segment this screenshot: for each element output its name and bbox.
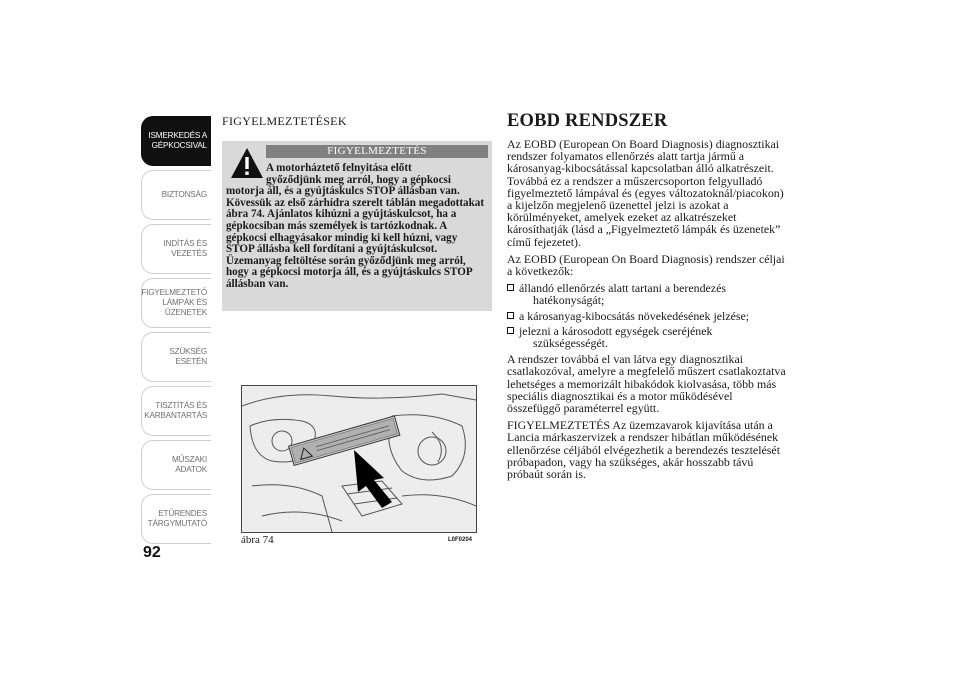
warning-box [222, 141, 492, 311]
tab-ismerkedes[interactable] [141, 116, 211, 166]
list-item: a károsanyag-kibocsátás növekedésének jelzése; [507, 310, 787, 322]
tab-label: ISMERKEDÉS A GÉPKOCSIVAL [148, 131, 207, 150]
tab-label: MŰSZAKI ADATOK [172, 455, 207, 474]
warning-line-1: A motorháztető felnyitása előtt [266, 162, 412, 174]
figure-code: L0F0204 [448, 537, 473, 543]
tab-label: INDÍTÁS ÉS VEZETÉS [163, 239, 207, 258]
engine-bay-figure [241, 385, 477, 533]
tab-label: FIGYELMEZTETŐ LÁMPÁK ÉS ÜZENETEK [141, 288, 207, 317]
tab-targymutato[interactable] [141, 494, 211, 544]
goal-list [507, 282, 787, 349]
figure-caption: ábra 74 [241, 534, 274, 546]
warning-text [226, 163, 488, 291]
warning-body: motorja áll, és a gyújtáskulcs STOP állásban van. Kövessük az első zárhídra szerelt táblán megadottakat ábra 74. Ajánlatos kihúzni a gyújtáskulcsot, ha a gépkocsiban más személyek is tartózkodnak. A gépkocsi elhagyásakor mindig ki kell húzni, vagy STOP állásba kell fordítani a gyújtáskulcsot. Üzemanyag feltöltése során győződjünk meg arról, hogy a gépkocsi motorja áll, és a gyújtáskulcs STOP állásban van. [226, 185, 485, 290]
tab-szukseg[interactable] [141, 332, 211, 382]
tab-label: BIZTONSÁG [161, 190, 207, 199]
checkbox-bullet-icon [507, 327, 514, 334]
section-title: EOBD RENDSZER [507, 111, 668, 131]
warning-line-2: győződjünk meg arról, hogy a gépkocsi [266, 173, 451, 186]
page-number: 92 [143, 544, 161, 561]
tab-inditas[interactable] [141, 224, 211, 274]
tab-label: SZÜKSÉG ESETÉN [169, 347, 207, 366]
paragraph-4: FIGYELMEZTETÉS Az üzemzavarok kijavítása után a Lancia márkaszervizek a rendszer hibátlan működésének ellenőrzése céljából elvégezhetik a berendezés tesztelését próbapadon, vagy ha szükséges, akár hosszabb távú próbaút során is. [507, 418, 780, 482]
list-item: jelezni a károsodott egységek cseréjének szükségességét. [507, 325, 787, 349]
list-item: állandó ellenőrzés alatt tartani a berendezés hatékonyságát; [507, 282, 787, 306]
engine-bay-illustration [242, 386, 476, 532]
section-heading: FIGYELMEZTETÉSEK [222, 114, 347, 128]
paragraph-2: Az EOBD (European On Board Diagnosis) rendszer céljai a következők: [507, 251, 785, 279]
paragraph-1: Az EOBD (European On Board Diagnosis) diagnosztikai rendszer folyamatos ellenőrzés alatt tartja jármű a károsanyag-kibocsátással kapcsolatban álló alkatrészeit. Továbbá ez a rendszer a műszercsoporton felgyulladó figyelmeztető lámpával és (egyes változatoknál/piacokon) a kijelzőn megjelenő üzenettel jelzi is azokat a körülményeket, amelyek ezeket az alkatrészeket károsíthatják (lásd a „Figyelmeztető lámpák és üzenetek” című fejezetet). [507, 137, 784, 249]
checkbox-bullet-icon [507, 312, 514, 319]
tab-biztonsag[interactable] [141, 170, 211, 220]
section-body [507, 138, 787, 485]
warning-title: FIGYELMEZTETÉS [266, 145, 488, 158]
tab-label: ETŰRENDES TÁRGYMUTATÓ [147, 509, 207, 528]
tab-tisztitas[interactable] [141, 386, 211, 436]
tab-muszaki[interactable] [141, 440, 211, 490]
tab-figyelmezteto[interactable] [141, 278, 211, 328]
checkbox-bullet-icon [507, 284, 514, 291]
tab-label: TISZTÍTÁS ÉS KARBANTARTÁS [144, 401, 207, 420]
paragraph-3: A rendszer továbbá el van látva egy diagnosztikai csatlakozóval, amelyre a megfelelő műszert csatlakoztatva lehetséges a memorizált hibakódok kiolvasása, több más speciális diagnosztikai és a motor működésével összefüggő paraméterrel együtt. [507, 352, 786, 416]
